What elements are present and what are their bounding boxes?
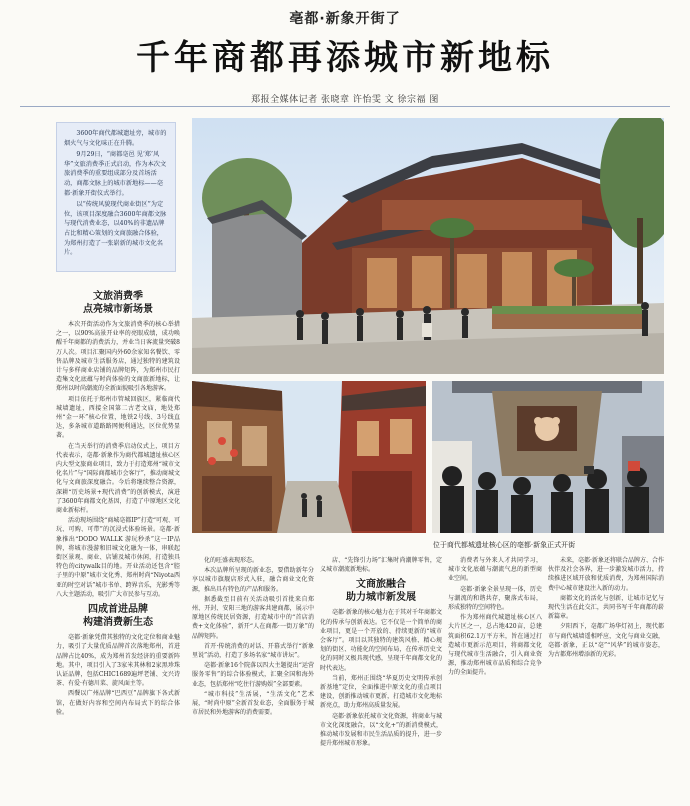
body-paragraph: 化的旺盛表现形态。: [204, 557, 259, 564]
article-column-2: [192, 556, 314, 801]
article-column-1: [56, 286, 180, 801]
article-column-4: [448, 556, 542, 801]
main-street-photo: [192, 118, 664, 374]
lead-paragraph: 以“传统风貌现代商业街区”为定位，该项目深度融合3600年商都文脉与现代消费业态，以40%的非遗品牌占比和精心策划的文商旅融合体验，为郑州打造了一张崭新的城市文化名片。: [64, 201, 167, 257]
body-paragraph: 西餐以广州品牌“巴西豆”品牌旗下各式新馆，在做好内容和空间内布局式下的综合体验。: [56, 690, 180, 716]
section-subhead: [56, 603, 180, 629]
lead-summary-box: [56, 122, 176, 272]
lane-photo: [192, 381, 426, 533]
byline: 郑报全媒体记者 张晓章 许怡雯 文 徐宗福 图: [251, 95, 439, 105]
body-paragraph: 消费者与外来人才共同学习，城市文化底蕴与潮流气息的新型商业空间。: [448, 557, 542, 583]
section-subhead: [320, 578, 442, 604]
body-paragraph: 未来，亳都·新象还将联合品牌方、合作伙伴及社会各界，进一步激发城市活力，持续推进区域开放和优质消费，为郑州国际消费中心城市建设注入新的动力。: [548, 557, 664, 592]
page-kicker: 亳都·新象开街了: [289, 11, 401, 27]
body-paragraph: 亳都·新象依托城市文化资源，将商业与城市文化深度融合，以“文化+”的新消费模式，推动城市发展和市民生活品质的提升，进一步提升郑州城市形象。: [320, 712, 442, 748]
subhead-line: 文旅消费季: [93, 291, 143, 302]
subhead-line: 构建消费新生态: [83, 617, 153, 629]
body-paragraph: 店、“先锋引力场”汇集时尚潮牌零售，定义城市潮流新地标。: [320, 557, 442, 574]
body-paragraph: 据悉截至目前有关活动吸引首批来自郑州、开封、安阳三地的游客共建商都，展示中原地区传统民居资源，打造城市中的“首店消费+文化体验”，新开“人在商都·一街万象”的品牌矩阵。: [192, 595, 314, 640]
ceremony-photo: [432, 381, 664, 533]
header-divider: [20, 106, 670, 107]
photo-caption: 位于商代都城遗址核心区的亳都·新象正式开街: [432, 541, 576, 549]
body-paragraph: 亳都·新象的核心魅力在于其对千年商都文化的传承与创新表达。它不仅是一个简单的商业项目，更是一个开放的、持续更新的“城市会客厅”。项目以其独特的建筑风格、精心规划的街区、功能化的空间布局，在传承历史文化的同时又极具现代感，呈现千年商都文化的时代表达。: [320, 609, 442, 672]
article-column-5: [548, 556, 664, 801]
body-paragraph: 活动现场围绕“商城亳都IP”打造“可观、可玩、可购、可带”的沉浸式体验场景。亳都·新象推出“DODO WALLK 游玩秒杀”这一IP品牌，将城市漫游和旧城文化融为一体，串联起街区景观、商业、店铺及城市休闲，打造独具特色的citywalk目的地。开业活动还包含“腔子里的中原”城市文化秀、郑州时尚“Niyota西亚的时空对话”城市书单、跨界音乐，光影秀等八大主题活动，吸引广大市民参与互动。: [56, 517, 180, 598]
subhead-line: 点亮城市新场景: [83, 304, 153, 315]
body-paragraph: 当前，郑州正围绕“华夏历史文明传承创新基地”定位，全面推进中原文化的重点项目建设，创新推动城市更新，打造城市文化地标新亮点，助力郑州高质量发展。: [320, 674, 442, 710]
headline: 千年商都再添城市新地标: [136, 38, 554, 78]
body-paragraph: 亳都·新象全景呈现一体，历史与潮流的和谐共存，聚落式布局，形成独特的空间特色。: [448, 585, 542, 612]
lead-paragraph: 3600年商代都城遗址旁，城市的烟火气与文化味正在升腾。: [64, 130, 167, 147]
body-paragraph: 项目依托于郑州市管城回族区，紧临商代城墙遗址，西接全国第二古老文庙，地处郑州“金一环”核心位置，地铁2号线、3号线直达，多条城市道路路网便利通达，区位优势显著。: [56, 395, 180, 440]
section-subhead: [56, 290, 180, 316]
subhead-line: 助力城市新发展: [346, 592, 416, 604]
body-paragraph: 亳都·新象凭借其独特的文化定位和商业魅力，吸引了大量优质品牌首次落地郑州，首进品牌占比40%，成为郑州首发经济的重要新阵地。其中，项目引入了3家米其林和2家黑珍珠认证品牌，包括CHIC1689遍坪老铺、文兴诗茶、有爱·有德川菜、旋风面主等。: [56, 634, 180, 688]
subhead-line: 四成首进品牌: [88, 604, 148, 616]
body-paragraph: 亳都·新象16个院落以四大主题提出“运营服务零售”的综合体验模式，汇聚全国和海外业态，包括郑州“吃住行游购娱”全部要素。: [192, 662, 314, 688]
lead-paragraph: 9月29日，“商都亳邑 见‘郑’风华”文旅消费季正式启动，作为本次文旅消费季的重要组成部分及首场活动，商都文脉上的城市新地标——亳都·新象开街仪式举行。: [64, 151, 167, 197]
article-column-3: [320, 556, 442, 801]
body-paragraph: 作为郑州商代城遗址核心区八大片区之一，总占地420亩，总建筑面积62.1万平方米，旨在通过打造城市更新示范项目，将商都文化与现代城市生活融合，引入商业资源，推动郑州城市品质和综合竞争力的全面提升。: [448, 614, 542, 677]
body-paragraph: “城市科技”生活展，“生活文化”艺术展，“时尚中原”全新首发业态，全面服务于城市居民和外地游客的消费需要。: [192, 690, 314, 717]
body-paragraph: 首开·传统消费的对话、开幕式举行“新象里说”活动，打造了多场名家“城市讲坛”。: [192, 642, 314, 660]
body-paragraph: 商都文化的活化与创新，让城市记忆与现代生活在此交汇，共同书写千年商都的崭新篇章。: [548, 594, 664, 621]
body-paragraph: 夕阳西下，亳都广场华灯初上，现代都市与商代城墙遥相呼应，文化与商业交融，亳都·新象，正以“亳”“风华”的城市姿态，为古都郑州增添新的光彩。: [548, 623, 664, 659]
body-paragraph: 本次品牌所呈现的新业态，要借助新年分享以城市旗舰店形式入驻，融合商业文化资源，推出具有特色的产品和服务。: [192, 567, 314, 593]
body-paragraph: 本次开街活动作为文旅消费季的核心举措之一，以90%高景开业率的亮眼成绩，成功唤醒千年商都的消费活力，并业当日客流量突破8万人次。项目汇聚国内外60余家知名餐饮、零售品牌及城市生活服务店，通过独特的建筑设计与多样商业店铺的品牌矩阵，为郑州市民打造集文化底蕴与时尚体验的文商旅新地标，让郑州以时尚潮流的全新面貌吸引各地游客。: [56, 321, 180, 393]
subhead-line: 文商旅融合: [356, 579, 406, 591]
page-margin: [0, 0, 18, 806]
body-paragraph: 在当天举行的消费季启动仪式上，项目方代表表示，亳都·新象作为商代都城遗址核心区内大型文旅商业项目，致力于打造郑州“城市文化名片”与“国际商都城市会客厅”，推动商城文化与文商旅深度融合。今后将继续整合资源，深耕“历史场景+现代消费”的创新模式，演进了3600年商都文化基因，打造了中原地区文化商业新标杆。: [56, 442, 180, 515]
